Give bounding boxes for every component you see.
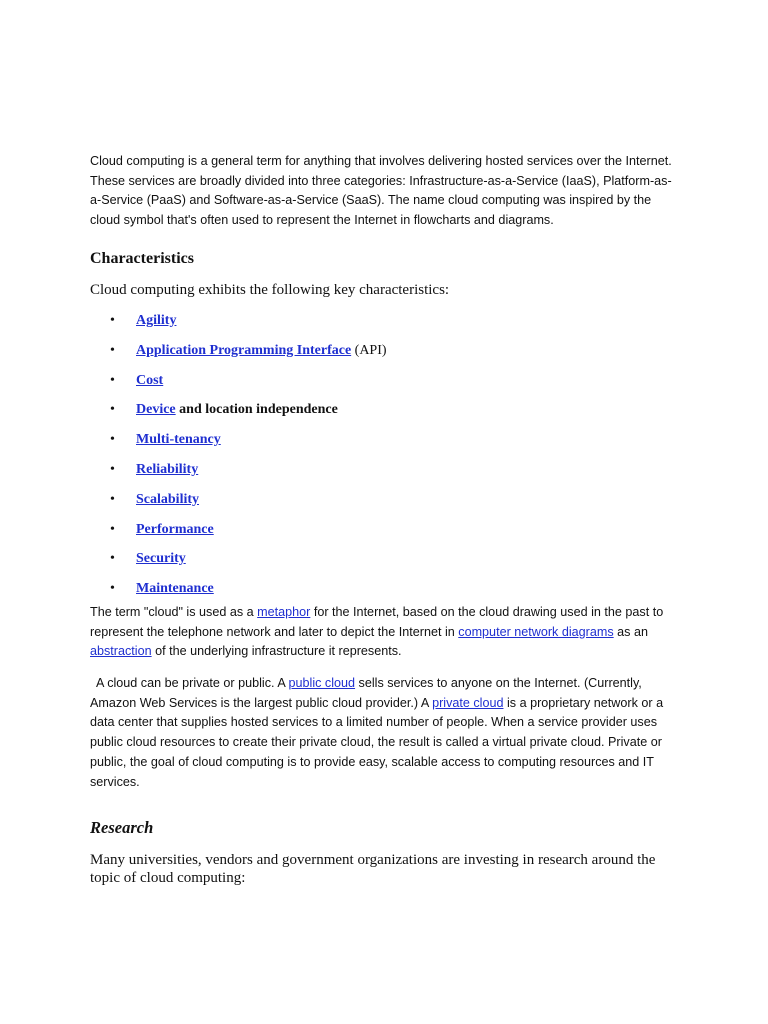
list-item — [90, 489, 590, 519]
multi-tenancy-link[interactable]: Multi-tenancy — [136, 432, 221, 448]
public-private-paragraph — [90, 674, 680, 792]
list-item — [90, 370, 590, 400]
bullet: • — [110, 461, 115, 477]
bullet: • — [110, 551, 115, 567]
text-run: A cloud can be private or public. A — [96, 676, 289, 690]
maintenance-link[interactable]: Maintenance — [136, 581, 214, 597]
computer-network-diagrams-link[interactable]: computer network diagrams — [458, 624, 614, 639]
list-item — [90, 519, 590, 549]
bullet: • — [110, 521, 115, 537]
performance-link[interactable]: Performance — [136, 521, 214, 537]
private-cloud-link[interactable]: private cloud — [432, 695, 504, 710]
list-item — [90, 340, 590, 370]
reliability-link[interactable]: Reliability — [136, 461, 199, 477]
public-cloud-link[interactable]: public cloud — [288, 676, 356, 690]
intro-paragraph: Cloud computing is a general term for anything that involves delivering hosted services over the Internet. These services are broadly divided into three categories: Infrastructure-as-a-Service (IaaS), Platform-as-a-Service (PaaS) and Software-as-a-Service (SaaS). The name cloud computing was inspired by the cloud symbol that's often used to represent the Internet in flowcharts and diagrams. — [90, 154, 672, 228]
abstraction-link[interactable]: abstraction — [90, 644, 152, 659]
text-run: The term "cloud" is used as a — [90, 605, 258, 619]
research-heading: Research — [90, 818, 154, 837]
cost-link[interactable]: Cost — [136, 372, 164, 388]
bullet: • — [110, 491, 115, 507]
cloud-term-paragraph — [90, 603, 680, 662]
item-suffix: and location independence — [175, 402, 338, 418]
scalability-link[interactable]: Scalability — [136, 491, 200, 507]
metaphor-link[interactable]: metaphor — [257, 605, 311, 619]
bullet: • — [110, 313, 115, 328]
characteristics-intro: Cloud computing exhibits the following key characteristics: — [90, 282, 450, 298]
text-run: for the Internet, based on the cloud drawing used in the past to represent the telephone network and later to depict the Internet in — [90, 605, 664, 639]
research-paragraph: Many universities, vendors and government organizations are investing in research around the topic of cloud computing: — [90, 852, 656, 886]
agility-link[interactable]: Agility — [136, 313, 177, 328]
api-link[interactable]: Application Programming Interface — [136, 342, 352, 358]
list-item — [90, 548, 590, 578]
bullet: • — [110, 432, 115, 448]
bullet: • — [110, 402, 115, 418]
bullet: • — [110, 342, 115, 358]
text-run: is a proprietary network or a data center that supplies hosted services to a limited number of people. When a service provider uses public cloud resources to create their private cloud, the result is called a virtual private cloud. Private or public, the goal of cloud computing is to provide easy, scalable access to computing resources and IT services. — [90, 695, 664, 789]
characteristics-list — [90, 310, 590, 608]
text-run: as an — [613, 624, 648, 639]
bullet: • — [110, 581, 115, 597]
list-item — [90, 459, 590, 489]
bullet: • — [110, 372, 115, 388]
item-suffix: (API) — [351, 342, 387, 358]
device-link[interactable]: Device — [136, 402, 176, 418]
list-item — [90, 429, 590, 459]
text-run: of the underlying infrastructure it represents. — [151, 644, 402, 659]
list-item — [90, 399, 590, 429]
text-run: sells services to anyone on the Internet. (Currently, Amazon Web Services is the largest public cloud provider.) A — [90, 676, 642, 710]
characteristics-heading: Characteristics — [90, 250, 194, 267]
list-item — [90, 310, 590, 340]
security-link[interactable]: Security — [136, 551, 186, 567]
